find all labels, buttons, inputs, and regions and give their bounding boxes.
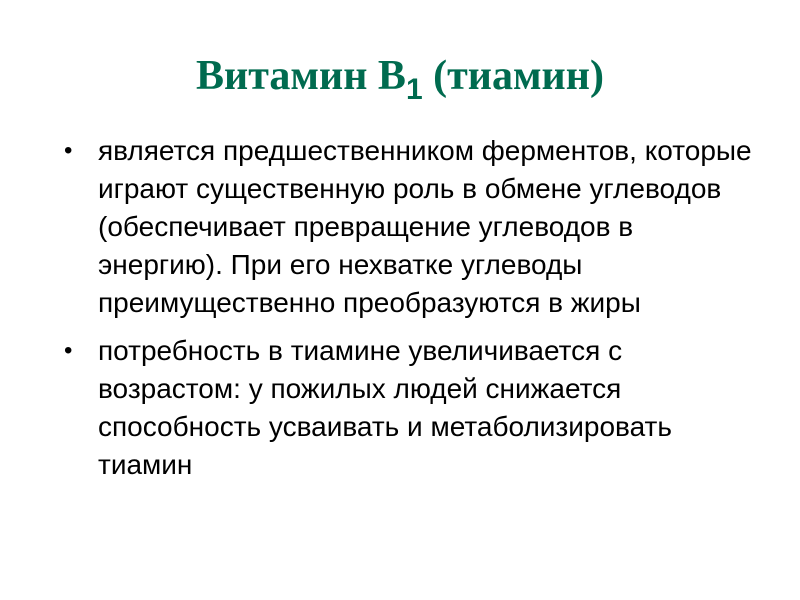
bullet-item bbox=[62, 132, 752, 322]
bullet-text: является предшественником ферментов, которые играют существенную роль в обмене углеводов (обеспечивает превращение углеводов в энергию). При его нехватке углеводы преимущественно преобразуются в жиры bbox=[98, 135, 752, 318]
bullet-text: потребность в тиамине увеличивается с возрастом: у пожилых людей снижается способность усваивать и метаболизировать тиамин bbox=[98, 335, 672, 480]
title-subscript: 1 bbox=[405, 73, 423, 106]
bullet-item bbox=[62, 332, 752, 484]
slide-title bbox=[0, 46, 800, 110]
title-main: Витамин В bbox=[196, 53, 406, 99]
title-suffix: (тиамин) bbox=[422, 53, 604, 99]
bullet-list bbox=[62, 132, 752, 494]
bullet-icon: • bbox=[64, 137, 73, 164]
bullet-icon: • bbox=[64, 337, 73, 364]
